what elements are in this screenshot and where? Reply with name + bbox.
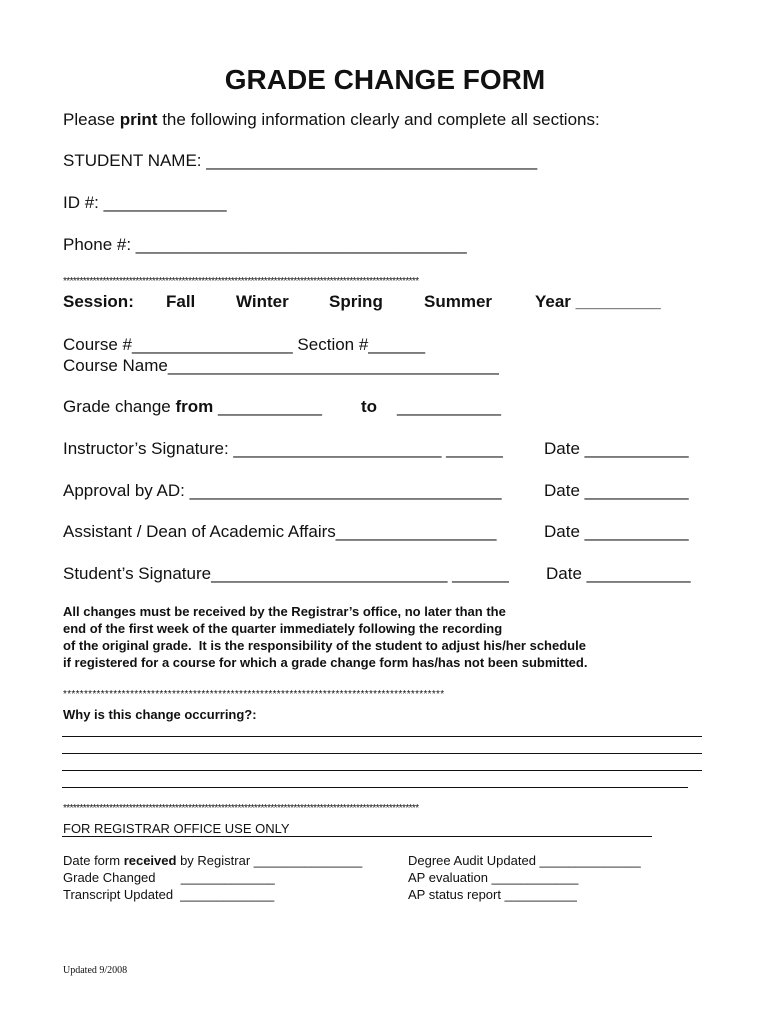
phone-field[interactable]: Phone #: ___________________________________ (63, 235, 467, 254)
dean-signature-field[interactable]: Assistant / Dean of Academic Affairs_________________ (63, 522, 497, 541)
date-form-received-field[interactable] (63, 853, 362, 868)
reason-line-3[interactable] (62, 770, 702, 771)
student-name-field[interactable]: STUDENT NAME: ___________________________________ (63, 151, 538, 170)
separator-stars-1: ************************************************************************************************************ (63, 276, 419, 287)
intro-before: Please (63, 110, 120, 129)
instructor-signature-field[interactable]: Instructor’s Signature: ______________________ ______ (63, 439, 503, 458)
registrar-heading (63, 821, 290, 836)
course-section-field[interactable]: Course #_________________ Section #______ (63, 335, 426, 354)
notice-line-1: All changes must be received by the Registrar’s office, no later than the (63, 604, 506, 619)
footer-updated: Updated 9/2008 (63, 965, 128, 976)
form-title: GRADE CHANGE FORM (224, 64, 546, 95)
id-field[interactable]: ID #: _____________ (63, 193, 227, 212)
ad-date-field[interactable]: Date ___________ (544, 481, 689, 500)
ad-approval-field[interactable]: Approval by AD: _________________________________ (63, 481, 502, 500)
notice-line-3: of the original grade. It is the responsibility of the student to adjust his/her schedule (63, 638, 586, 653)
notice-line-4: if registered for a course for which a grade change form has/has not been submitted. (63, 655, 588, 670)
ap-evaluation-field[interactable]: AP evaluation ____________ (408, 870, 579, 885)
course-name-field[interactable]: Course Name___________________________________ (63, 356, 499, 375)
date-form-after: by Registrar _______________ (176, 853, 363, 868)
grade-change-to-label: to (361, 397, 378, 416)
degree-audit-field[interactable]: Degree Audit Updated ______________ (408, 853, 641, 868)
student-signature-field[interactable]: Student’s Signature_________________________ ______ (63, 564, 509, 583)
grade-changed-field[interactable]: Grade Changed _____________ (63, 870, 275, 885)
reason-line-4[interactable] (62, 787, 688, 788)
ap-status-report-field[interactable]: AP status report __________ (408, 887, 577, 902)
notice-line-2: end of the first week of the quarter immediately following the recording (63, 621, 503, 636)
intro-bold: print (119, 110, 158, 129)
registrar-heading-text: FOR REGISTRAR OFFICE USE ONLY (63, 821, 290, 836)
session-winter[interactable]: Winter (236, 292, 289, 311)
grade-change-prefix: Grade change (63, 397, 176, 416)
separator-stars-3: ************************************************************************************************************ (63, 803, 419, 814)
date-form-bold: received (123, 853, 177, 868)
session-summer[interactable]: Summer (424, 292, 493, 311)
instructor-date-field[interactable]: Date ___________ (544, 439, 689, 458)
intro-after: the following information clearly and complete all sections: (157, 110, 600, 129)
dean-date-field[interactable]: Date ___________ (544, 522, 689, 541)
grade-change-from-blank[interactable]: ___________ (213, 397, 322, 416)
date-form-before: Date form (63, 853, 124, 868)
session-year-field[interactable]: Year _________ (535, 292, 661, 311)
session-spring[interactable]: Spring (329, 292, 383, 311)
grade-change-from-field[interactable] (63, 397, 322, 417)
session-fall[interactable]: Fall (166, 292, 196, 311)
registrar-heading-underline (62, 836, 652, 837)
grade-change-from-label: from (175, 397, 214, 416)
session-label: Session: (63, 292, 134, 311)
student-date-field[interactable]: Date ___________ (546, 564, 691, 583)
reason-line-1[interactable] (62, 736, 702, 737)
intro-text (63, 110, 600, 130)
separator-stars-2: ******************************************************************************************* (63, 689, 445, 700)
transcript-updated-field[interactable]: Transcript Updated _____________ (63, 887, 275, 902)
grade-change-to-field[interactable]: ___________ (397, 397, 502, 416)
reason-line-2[interactable] (62, 753, 702, 754)
why-label: Why is this change occurring?: (63, 707, 257, 722)
